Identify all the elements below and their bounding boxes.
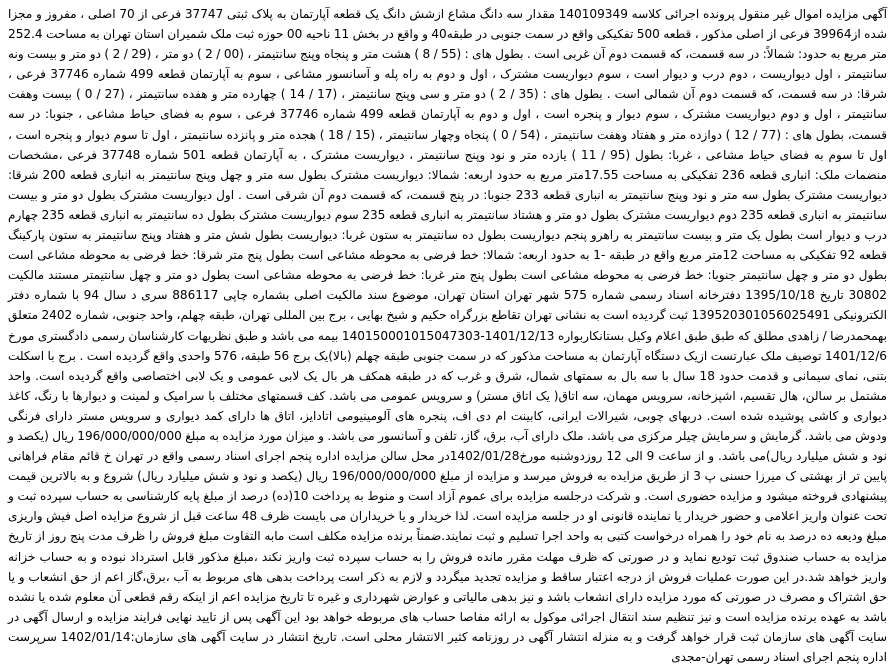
auction-notice-text: آگهی مزایده اموال غیر منقول پرونده اجرائی کلاسه 140109349 مقدار سه دانگ مشاع ازشش دانگ یک قطعه آپارتمان به پلاک ثبتی 37747 فرعی از 70 اصلی ، مفروز و مجزا شده از39964 فرعی از اصلی مذکور ، قطعه 500 تفکیکی واقع در سمت جنوبی در طبقه40 و واقع در بخش 11 ناحیه 00 حوزه ثبت ملک شمیران استان تهران به مساحت 252.4 متر مربع به حدود: شمالاً: در سه قسمت، که قسمت دوم آن غربی است . بطول های : (55 / 8 ) هشت متر و پنجاه وپنج سانتیمتر ، (00 / 2 ) دو متر ، (29 / 2 ) دو متر و بیست ونه سانتیمتر ، اول دیواریست ، دوم درب و دیوار است ، سوم دیواریست مشترک ، اول و دوم به راه پله و آسانسور مشاعی ، سوم به آپارتمان قطعه 499 شماره 37746 فرعی ، شرقا: در سه قسمت، که قسمت دوم آن شمالی است . بطول های : (35 / 2 ) دو متر و سی وپنج سانتیمتر ، (17 / 14 ) چهارده متر و هفده سانتیمتر ، (27 / 0 ) بیست وهفت سانتیمتر ، اول و دوم دیواریست مشترک ، سوم دیوار و پنجره است ، اول و دوم به آپارتمان قطعه 499 شماره 37746 فرعی ، سوم به فضای حیاط مشاعی ، جنوبا: در سه قسمت، بطول های : (77 / 12 ) دوازده متر و هفتاد وهفت سانتیمتر ، (54 / 0 ) پنجاه وچهار سانتیمتر ، (15 / 18 ) هجده متر و پانزده سانتیمتر ، اول تا سوم دیوار و پنجره است ، اول تا سوم به فضای حیاط مشاعی ، غربا: بطول (95 / 11 ) یازده متر و نود وپنج سانتیمتر ، دیواریست مشترک ، به آپارتمان قطعه 501 شماره 37748 فرعی ،مشخصات منضمات ملک: انباری قطعه 236 تفکیکی به مساحت 17.55متر مربع به حدود اربعه: شمالا: دیواریست مشترک بطول سه متر و چهل وپنج سانتیمتر به انباری قطعه 200 شرقا: دیواریست مشترک بطول سه متر و نود وپنج سانتیمتر به انباری قطعه 233 جنوبا: در پنج قسمت، که قسمت دوم آن شرقی است . اول دیواریست مشترک بطول دو متر و بیست سانتیمتر به انباری قطعه 235 دوم دیواریست مشترک بطول دو متر و هشتاد سانتیمتر به انباری قطعه 235 سوم دیواریست مشترک بطول ده سانتیمتر به انباری قطعه 235 چهارم درب و دیوار است بطول یک متر و بیست سانتیمتر به راهرو پنجم دیواریست بطول ده سانتیمتر به ستون غربا: دیواریست بطول شش متر و هفتاد وپنج سانتیمتر به ستون پارکینگ قطعه 92 تفکیکی به مساحت 12متر مربع واقع در طبقه -1 به حدود اربعه: شمالا: خط فرضی به محوطه مشاعی است بطول پنج متر شرقا: خط فرضی به محوطه مشاعی است بطول دو متر و چهل سانتیمتر جنوبا: خط فرضی به محوطه مشاعی است بطول پنج متر غربا: خط فرضی به محوطه مشاعی است بطول دو متر و چهل سانتیمتر مستند مالکیت 30802 تاریخ 1395/10/18 دفترخانه اسناد رسمی شماره 575 شهر تهران استان تهران، موضوع سند مالکیت اصلی بشماره چاپی 886117 سری د سال 94 با شماره دفتر الکترونیکی 139520301056025491 ثبت گردیده است به نشانی تهران تقاطع بزرگراه حکیم و شیخ بهایی ، برج بین المللی تهران، طبقه چهلم، واحد جنوبی، شماره 2402 متعلق بهمحمدرضا / زاهدی مطلق که طبق طبق اعلام وکیل بستانکاربواره 1401/12/13-140150001015047303 بیمه می باشد و طبق نظریهات کارشناسان رسمی دادگستری مورخ 1401/12/6 توصیف ملک عبارتست ازیک دستگاه آپارتمان به مساحت مذکور که در سمت جنوبی طبقه چهلم (بالا)یک برج 56 طبقه، 576 واحدی واقع گردیده است . برج با اسکلت بتنی، نمای سیمانی و قدمت حدود 18 سال با سه بال به سمتهای شمال، شرق و غرب که در طبقه همکف هر بال یک لابی عمومی و یک لابی اختصاصی واقع گردیده است. واحد مشتمل بر سالن، هال تقسیم، اشپزخانه، سرویس مهمان، سه اتاق( یک اتاق مستر) و سرویس عمومی می باشد. کف قسمتهای مختلف با سرامیک و لمینت و دیوارها با رنگ، کاغذ دیواری و کاشی پوشیده شده است. دربهای چوبی، شیرالات ایرانی، کابینت ام دی اف، پنجره های آلومینیومی اتادایز، اتاق ها دارای کمد دیواری و سرویس مستر دارای فرنگی ودوش می باشد. گرمایش و سرمایش چیلر مرکزی می باشد. ملک دارای آب، برق، گاز، تلفن و آسانسور می باشد. و میزان مورد مزایده به مبلغ 196/000/000/000 ریال (یکصد و نود و شش میلیارد ریال)می باشد. و از ساعت 9 الی 12 روزدوشنبه مورخ1402/01/28در محل سالن مزایده اداره پنجم اجرای اسناد رسمی واقع در تهران خ قائم مقام فراهانی پایین تر از بهشتی ک میرزا حسنی پ 3 از طریق مزایده به فروش میرسد و مزایده از مبلغ 196/000/000/000 ریال (یکصد و نود و شش میلیارد ریال) شروع و به بالاترین قیمت پیشنهادی فروخته میشود و مزایده حضوری است. و شرکت درجلسه مزایده برای عموم آزاد است و منوط به پرداخت 10(ده) درصد از مبلغ پایه کارشناسی به حساب سپرده ثبت و تحت عنوان واریز اعلامی و حضور خریدار یا نماینده قانونی او در جلسه مزایده است. لذا خریدار و یا خریداران می بایست ظرف 48 ساعت قبل از شروع مزایده اصل فیش واریزی مبلغ ودیعه ده درصد به نام خود را همراه درخواست کتبی به واحد اجرا تسلیم و ثبت نمایند.ضمناً برنده مزایده مکلف است مابه التفاوت مبلغ فروش را ظرف مدت پنج روز از تاریخ مزایده به حساب صندوق ثبت تودیع نماید و در صورتی که ظرف مهلت مقرر مانده فروش را به حساب سپرده ثبت واریز نکند ،مبلغ مذکور قابل استرداد نبوده و به حساب خزانه واریز خواهد شد.در این صورت عملیات فروش از درجه اعتبار ساقط و مزایده تجدید میگردد و لازم به ذکر است پرداخت بدهی های مربوط به آب ،برق،گاز اعم از حق انشعاب و یا حق اشتراک و مصرف در صورتی که مورد مزایده دارای انشعاب باشد و نیز بدهی مالیاتی و عوارض شهرداری و غیره تا تاریخ مزایده اعم از اینکه رقم قطعی آن معلوم شده یا نشده باشد به عهده برنده مزایده است و نیز تنظیم سند انتقال اجرائی موکول به ارائه مفاصا حساب های مربوطه خواهد بود این آگهی پس از تایید نهایی فرایند مزایده و ارسال آگهی در سایت آگهی های سازمان ثبت قرار خواهد گرفت و به منزله انتشار آگهی در روزنامه کثیر الانتشار محلی است. تاریخ انتشار در سایت آگهی های سازمان:1402/01/14 سرپرست اداره پنجم اجرای اسناد رسمی تهران-مجدی (8, 7, 888, 664)
